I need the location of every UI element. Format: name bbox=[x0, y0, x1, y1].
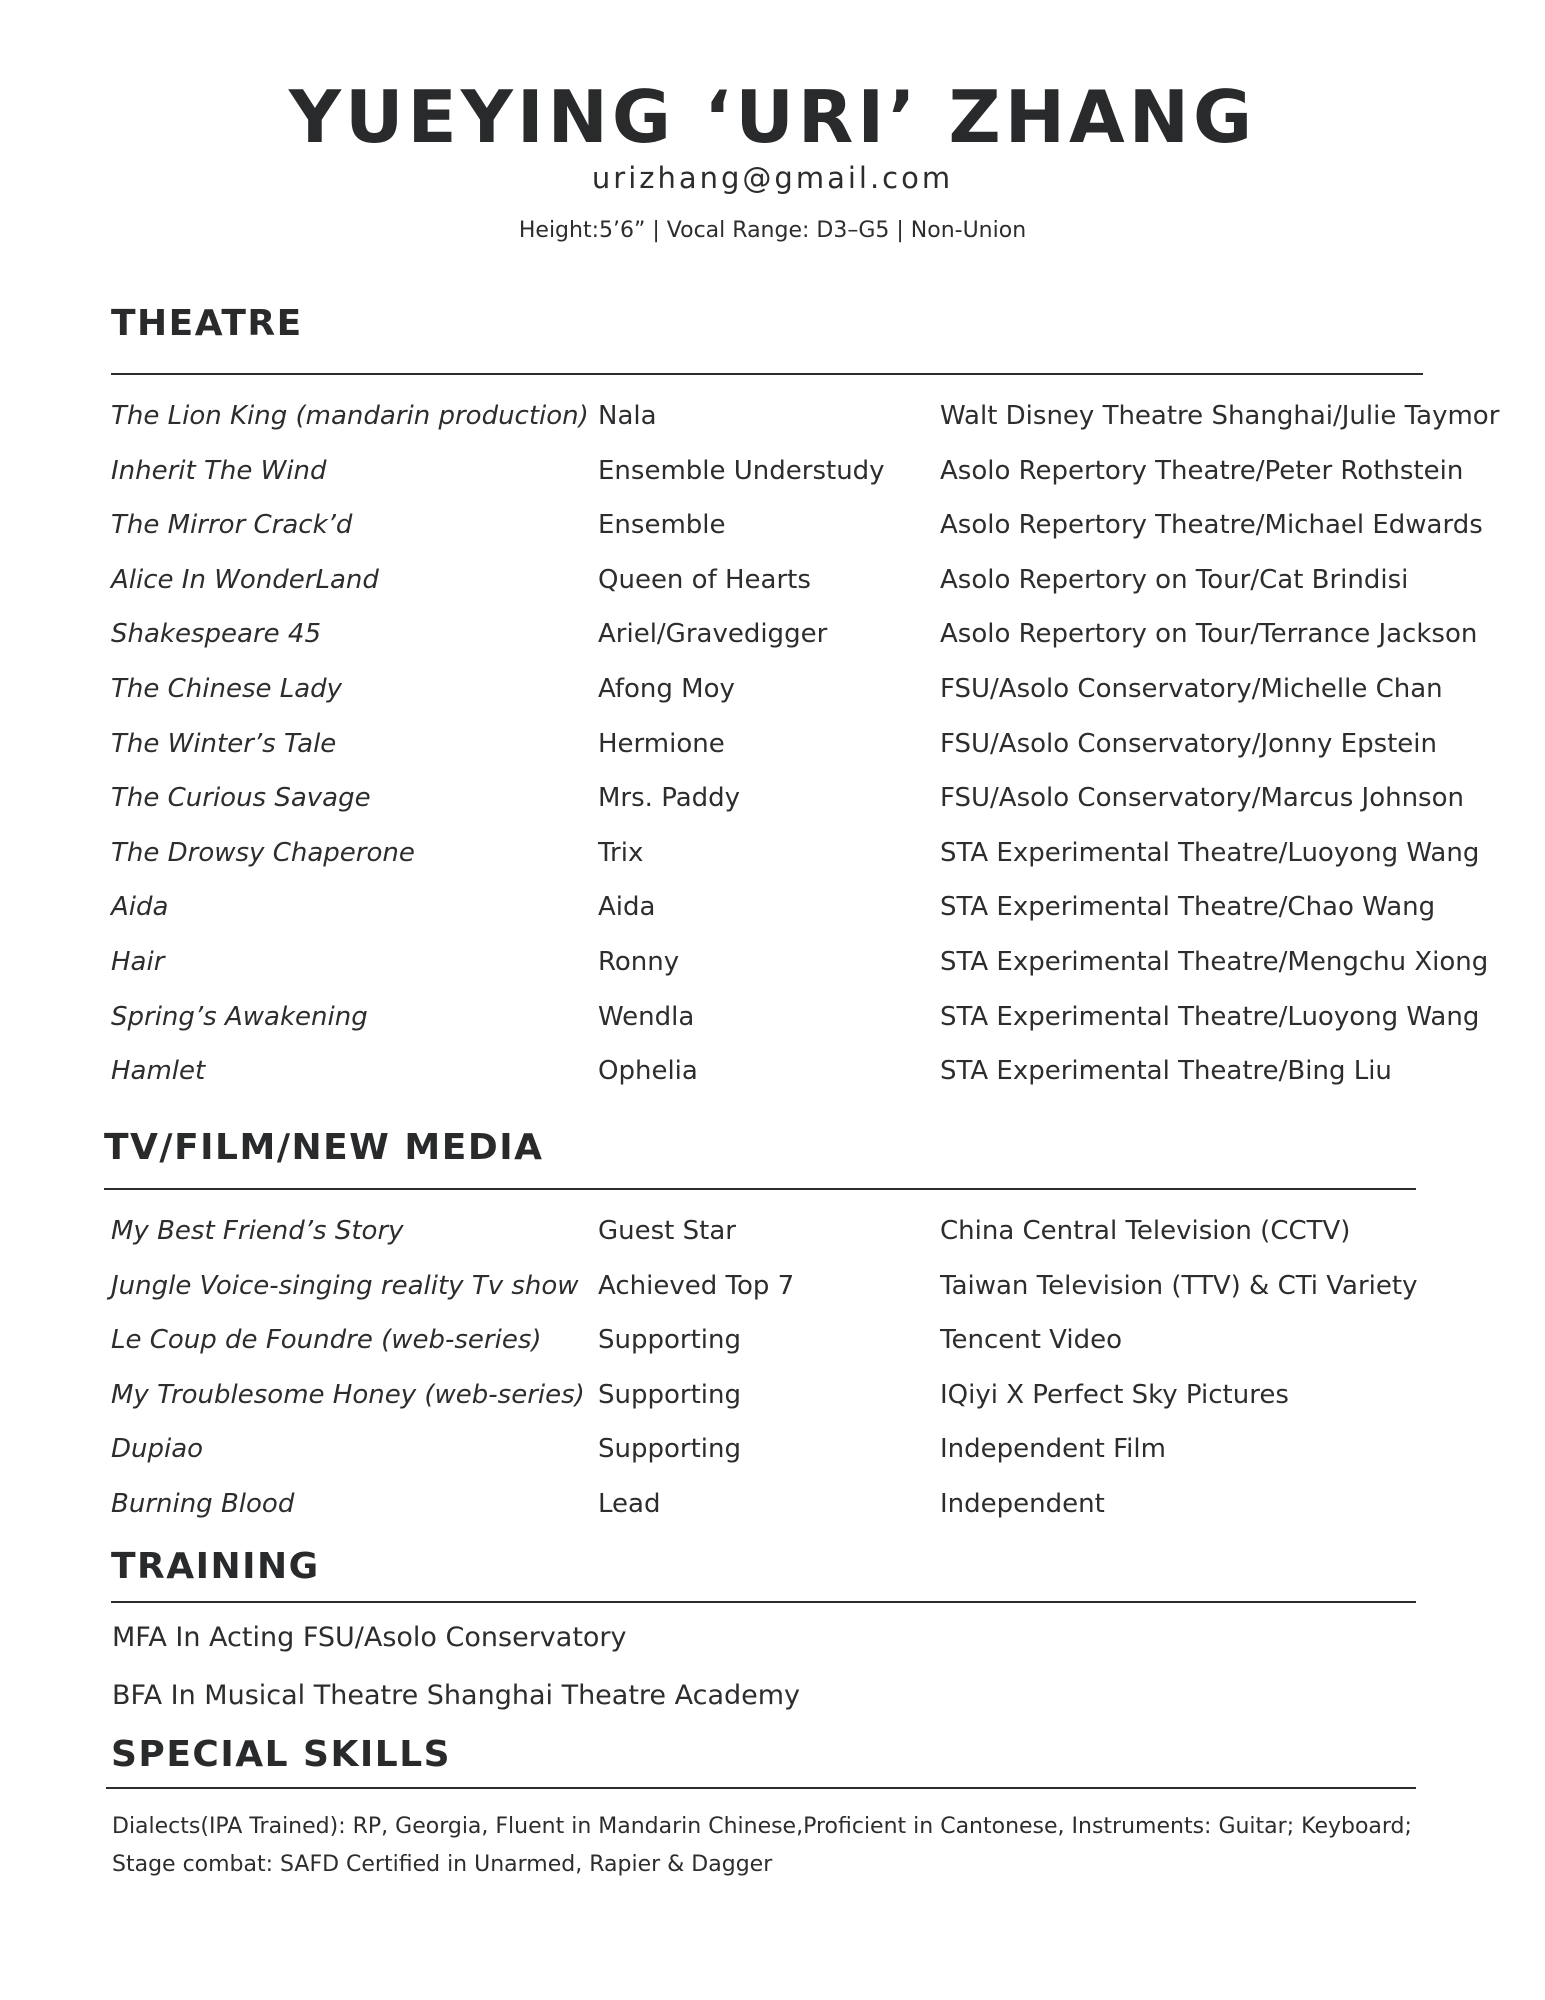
theatre-row-credit-title: Inherit The Wind bbox=[111, 455, 327, 486]
media-row-credit-role: Supporting bbox=[598, 1379, 741, 1410]
theatre-row-credit-role: Mrs. Paddy bbox=[598, 783, 741, 814]
contact-email[interactable]: urizhang@gmail.com bbox=[591, 161, 954, 195]
theatre-row-credit-role: Queen of Hearts bbox=[598, 564, 811, 595]
theatre-row-credit-company: STA Experimental Theatre/Mengchu Xiong bbox=[940, 947, 1489, 977]
theatre-row-credit-company: Asolo Repertory Theatre/Peter Rothstein bbox=[940, 455, 1464, 486]
media-row-credit-company: Independent bbox=[940, 1489, 1105, 1519]
media-row-credit-title: My Best Friend’s Story bbox=[111, 1216, 404, 1246]
section-divider-theatre bbox=[111, 373, 1423, 375]
media-row-credit-role: Achieved Top 7 bbox=[598, 1270, 795, 1301]
theatre-row-credit-company: FSU/Asolo Conservatory/Jonny Epstein bbox=[940, 728, 1438, 759]
section-heading-media: TV/FILM/NEW MEDIA bbox=[104, 1127, 544, 1168]
theatre-row-credit-title: The Lion King (mandarin production) bbox=[111, 401, 589, 431]
theatre-row-credit-title: Shakespeare 45 bbox=[111, 619, 321, 650]
section-heading-skills: SPECIAL SKILLS bbox=[111, 1734, 452, 1775]
theatre-row-credit-title: Alice In WonderLand bbox=[111, 564, 379, 595]
actor-name: YUEYING ‘URI’ ZHANG bbox=[288, 75, 1257, 159]
section-divider-training bbox=[111, 1601, 1416, 1603]
theatre-row-credit-title: The Winter’s Tale bbox=[111, 728, 337, 759]
theatre-row-credit-role: Ensemble bbox=[598, 510, 726, 541]
theatre-row-credit-company: STA Experimental Theatre/Bing Liu bbox=[940, 1056, 1392, 1087]
theatre-row-credit-role: Hermione bbox=[598, 728, 725, 759]
theatre-row-credit-role: Ophelia bbox=[598, 1056, 698, 1087]
theatre-row-credit-title: The Drowsy Chaperone bbox=[111, 837, 415, 868]
media-row-credit-company: China Central Television (CCTV) bbox=[940, 1216, 1351, 1246]
media-row-credit-title: Le Coup de Foundre (web-series) bbox=[111, 1325, 542, 1356]
media-row-credit-role: Guest Star bbox=[598, 1216, 736, 1246]
media-row-credit-title: Jungle Voice-singing reality Tv show bbox=[111, 1270, 579, 1301]
media-row-credit-company: Taiwan Television (TTV) & CTi Variety bbox=[940, 1270, 1418, 1301]
theatre-row-credit-role: Ariel/Gravedigger bbox=[598, 619, 828, 650]
theatre-row-credit-company: STA Experimental Theatre/Luoyong Wang bbox=[940, 837, 1480, 868]
media-row-credit-role: Supporting bbox=[598, 1325, 741, 1356]
section-heading-training: TRAINING bbox=[111, 1546, 320, 1587]
theatre-row-credit-title: Hair bbox=[111, 947, 165, 977]
theatre-row-credit-role: Afong Moy bbox=[598, 674, 735, 704]
media-row-credit-company: IQiyi X Perfect Sky Pictures bbox=[940, 1379, 1289, 1410]
media-row-credit-company: Tencent Video bbox=[940, 1325, 1123, 1356]
media-row-credit-role: Lead bbox=[598, 1489, 661, 1519]
media-row-credit-title: Burning Blood bbox=[111, 1489, 295, 1519]
theatre-row-credit-role: Ronny bbox=[598, 947, 680, 977]
theatre-row-credit-role: Aida bbox=[598, 892, 656, 923]
theatre-row-credit-company: STA Experimental Theatre/Luoyong Wang bbox=[940, 1001, 1480, 1032]
theatre-row-credit-role: Trix bbox=[598, 837, 644, 868]
section-heading-theatre: THEATRE bbox=[111, 303, 303, 344]
theatre-row-credit-company: FSU/Asolo Conservatory/Michelle Chan bbox=[940, 674, 1443, 704]
media-row-credit-title: Dupiao bbox=[111, 1434, 204, 1465]
theatre-row-credit-company: Walt Disney Theatre Shanghai/Julie Taymor bbox=[940, 401, 1500, 431]
theatre-row-credit-company: STA Experimental Theatre/Chao Wang bbox=[940, 892, 1436, 923]
training-item: BFA In Musical Theatre Shanghai Theatre Academy bbox=[112, 1680, 801, 1711]
media-row-credit-role: Supporting bbox=[598, 1434, 741, 1465]
section-divider-skills bbox=[106, 1787, 1416, 1789]
theatre-row-credit-title: Aida bbox=[111, 892, 169, 923]
training-item: MFA In Acting FSU/Asolo Conservatory bbox=[112, 1622, 627, 1653]
section-divider-media bbox=[104, 1188, 1416, 1190]
media-row-credit-company: Independent Film bbox=[940, 1434, 1166, 1465]
theatre-row-credit-title: Hamlet bbox=[111, 1056, 206, 1087]
theatre-row-credit-title: Spring’s Awakening bbox=[111, 1001, 368, 1032]
theatre-row-credit-title: The Curious Savage bbox=[111, 783, 371, 814]
theatre-row-credit-company: FSU/Asolo Conservatory/Marcus Johnson bbox=[940, 783, 1464, 814]
special-skills-text: Dialects(IPA Trained): RP, Georgia, Fluent in Mandarin Chinese,Proficient in Cantonese, Instruments: Guitar; Keyboard; Stage combat: SAFD Certified in Unarmed, Rapier & Dagger bbox=[112, 1814, 1412, 1877]
theatre-row-credit-title: The Chinese Lady bbox=[111, 674, 343, 704]
actor-stats: Height:5’6” | Vocal Range: D3–G5 | Non-Union bbox=[518, 218, 1027, 243]
media-row-credit-title: My Troublesome Honey (web-series) bbox=[111, 1379, 585, 1410]
theatre-row-credit-role: Ensemble Understudy bbox=[598, 455, 885, 486]
theatre-row-credit-company: Asolo Repertory Theatre/Michael Edwards bbox=[940, 510, 1483, 541]
theatre-row-credit-role: Wendla bbox=[598, 1001, 695, 1032]
theatre-row-credit-title: The Mirror Crack’d bbox=[111, 510, 353, 541]
theatre-row-credit-role: Nala bbox=[598, 401, 657, 431]
theatre-row-credit-company: Asolo Repertory on Tour/Cat Brindisi bbox=[940, 564, 1409, 595]
theatre-row-credit-company: Asolo Repertory on Tour/Terrance Jackson bbox=[940, 619, 1478, 650]
